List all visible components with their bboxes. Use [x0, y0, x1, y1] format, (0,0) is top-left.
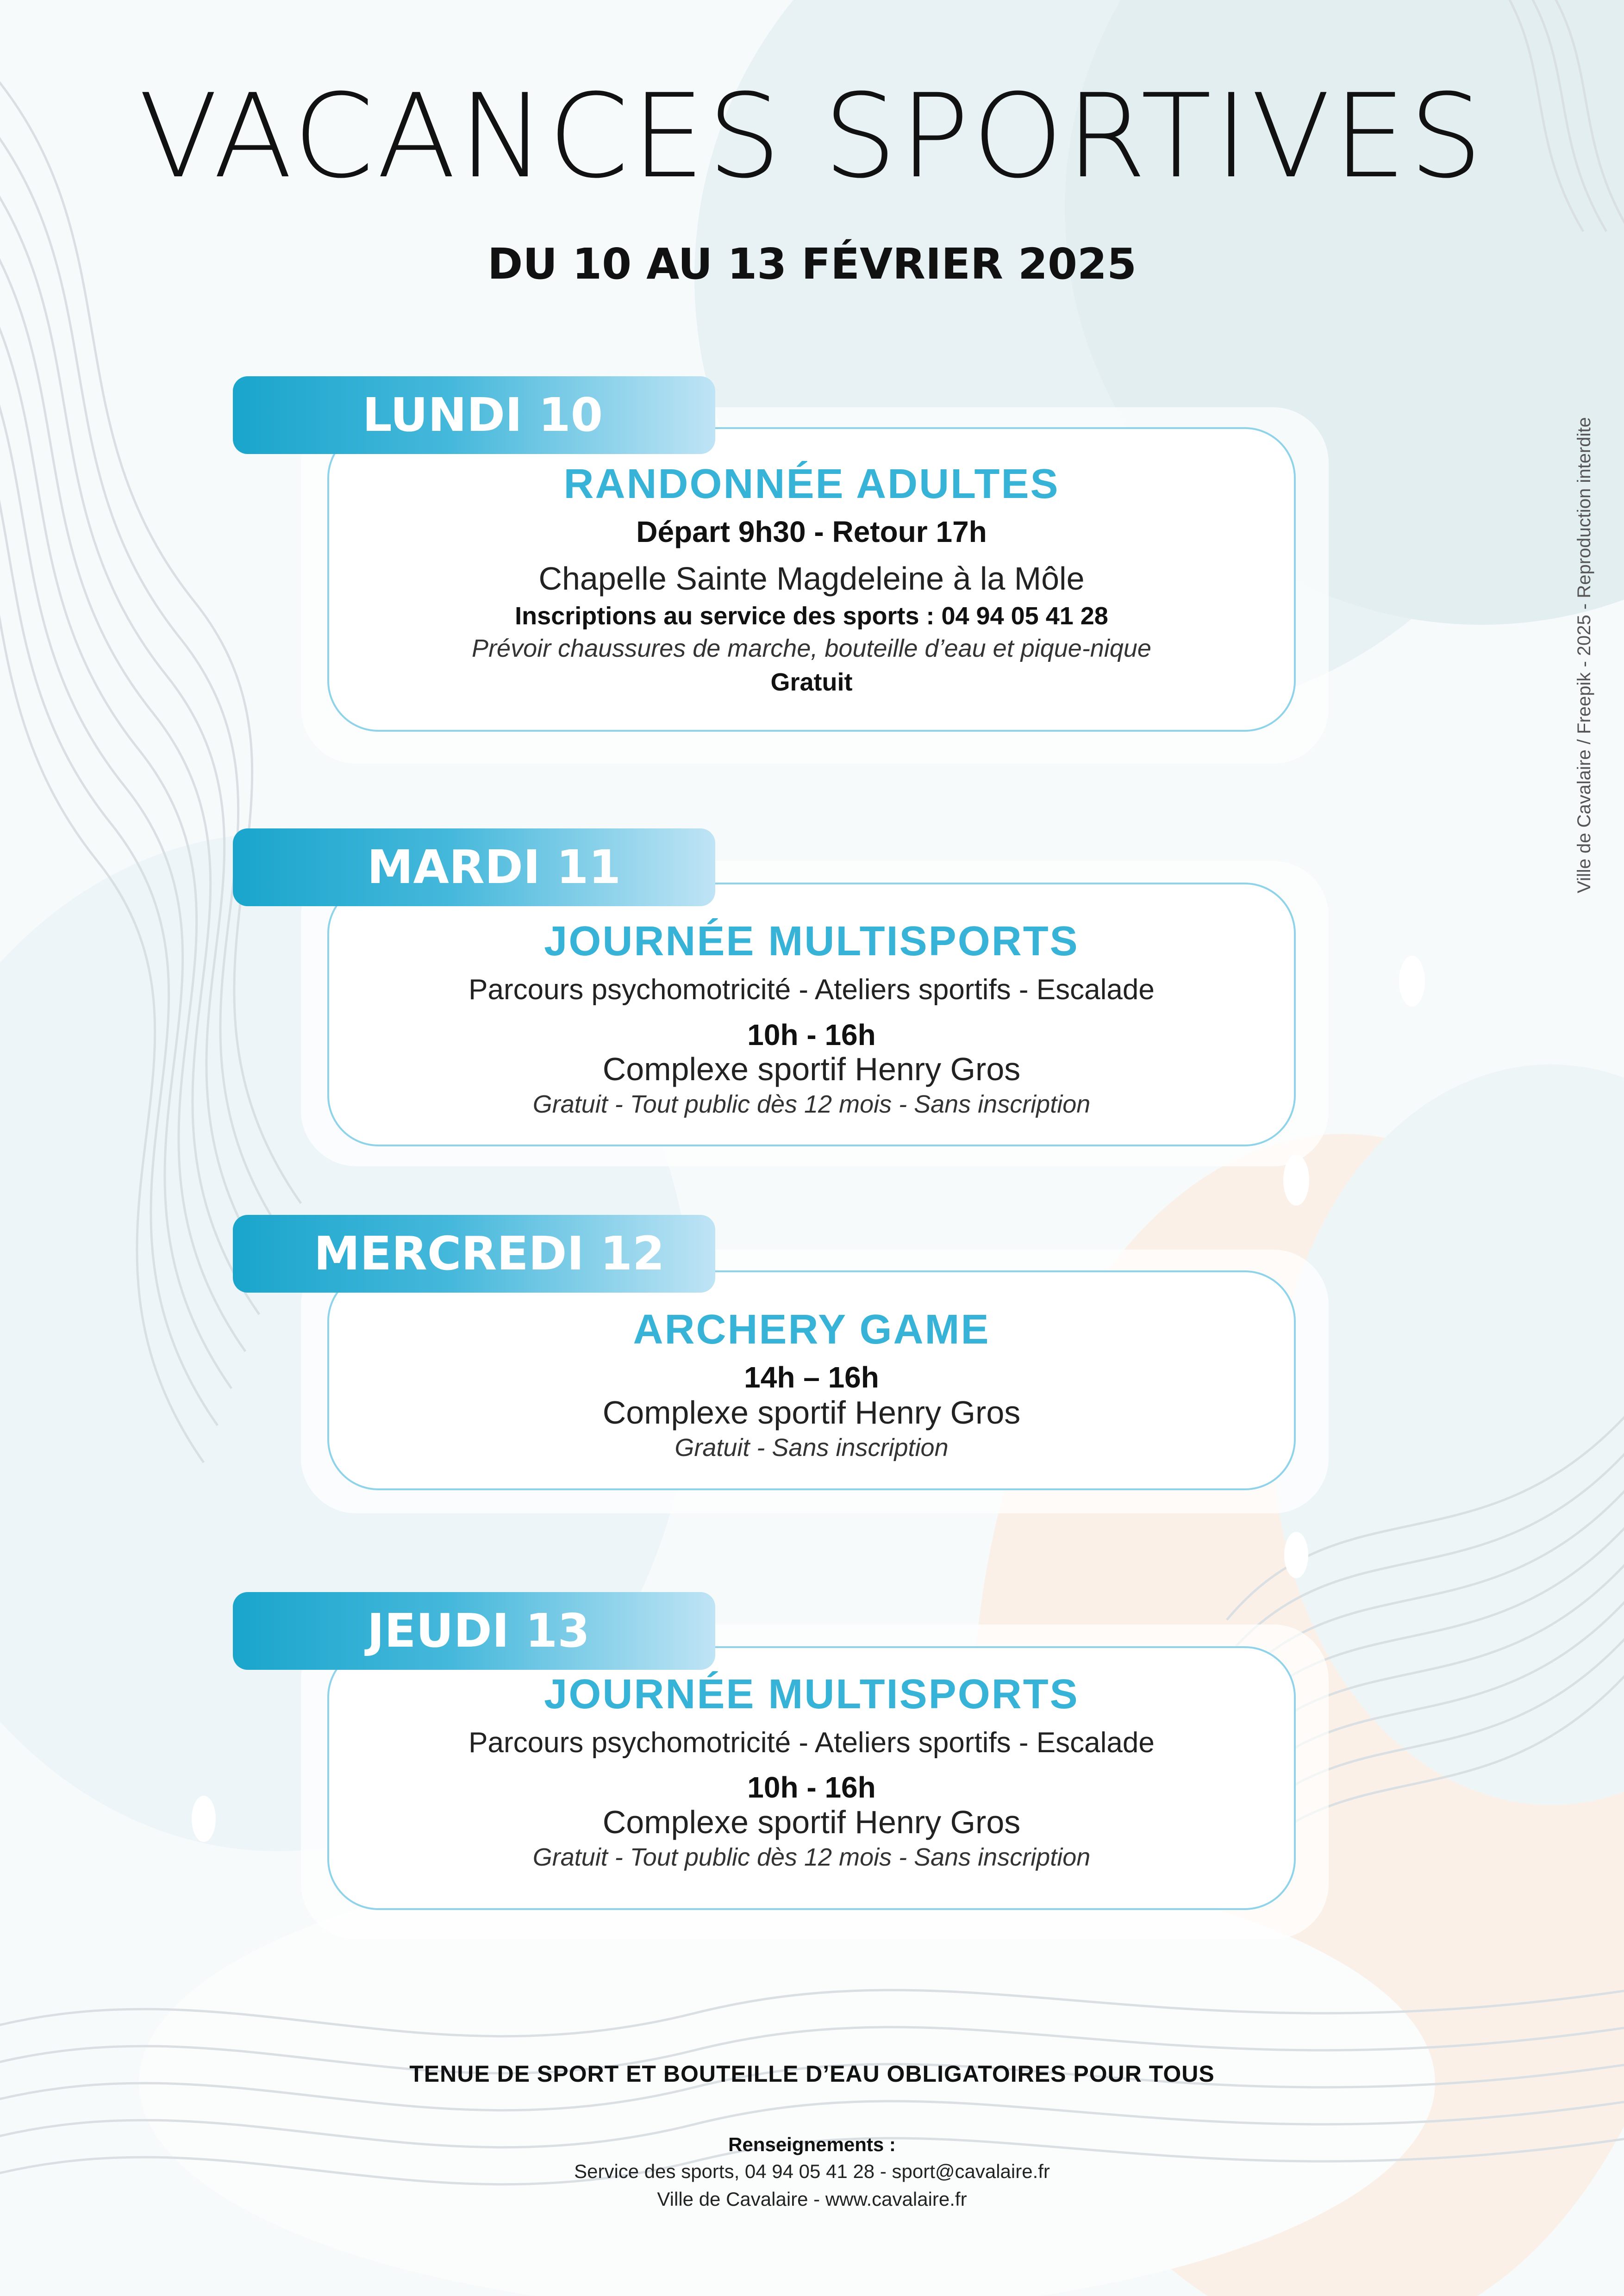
registration-info: Inscriptions au service des sports : 04 94 05 41 28	[515, 602, 1108, 630]
day-tab-mercredi: MERCREDI 12	[233, 1215, 715, 1293]
location: Complexe sportif Henry Gros	[602, 1051, 1021, 1087]
mandatory-notice: TENUE DE SPORT ET BOUTEILLE D’EAU OBLIGATOIRES POUR TOUS	[409, 2061, 1215, 2087]
day-tab-jeudi: JEUDI 13	[233, 1592, 715, 1670]
location: Complexe sportif Henry Gros	[602, 1804, 1021, 1840]
price: Gratuit	[770, 668, 853, 696]
conditions: Gratuit - Tout public dès 12 mois - Sans inscription	[532, 1090, 1091, 1118]
schedule: 14h – 16h	[744, 1361, 879, 1394]
schedule: Départ 9h30 - Retour 17h	[636, 515, 987, 548]
activity-title: JOURNÉE MULTISPORTS	[544, 1671, 1079, 1717]
activity-title: ARCHERY GAME	[633, 1307, 990, 1353]
conditions: Gratuit - Tout public dès 12 mois - Sans inscription	[532, 1843, 1091, 1871]
date-range: DU 10 AU 13 FÉVRIER 2025	[487, 239, 1137, 289]
day-tab-mardi: MARDI 11	[233, 828, 715, 906]
location: Chapelle Sainte Magdeleine à la Môle	[538, 560, 1085, 597]
website-line: Ville de Cavalaire - www.cavalaire.fr	[657, 2188, 967, 2210]
activity-title: JOURNÉE MULTISPORTS	[544, 918, 1079, 964]
page-title: VACANCES SPORTIVES	[138, 69, 1486, 204]
activity-title: RANDONNÉE ADULTES	[563, 461, 1060, 507]
activities-list: Parcours psychomotricité - Ateliers sportifs - Escalade	[468, 974, 1155, 1006]
activities-list: Parcours psychomotricité - Ateliers sportifs - Escalade	[468, 1727, 1155, 1759]
schedule: 10h - 16h	[747, 1771, 876, 1804]
info-title: Renseignements :	[728, 2134, 896, 2155]
conditions: Gratuit - Sans inscription	[675, 1434, 949, 1462]
contact-line: Service des sports, 04 94 05 41 28 - sport@cavalaire.fr	[574, 2160, 1050, 2182]
day-tab-lundi: LUNDI 10	[233, 376, 715, 454]
location: Complexe sportif Henry Gros	[602, 1394, 1021, 1431]
side-credit: Ville de Cavalaire / Freepik - 2025 - Reproduction interdite	[1574, 417, 1594, 893]
recommendation: Prévoir chaussures de marche, bouteille d’eau et pique-nique	[472, 635, 1151, 662]
schedule: 10h - 16h	[747, 1018, 876, 1052]
